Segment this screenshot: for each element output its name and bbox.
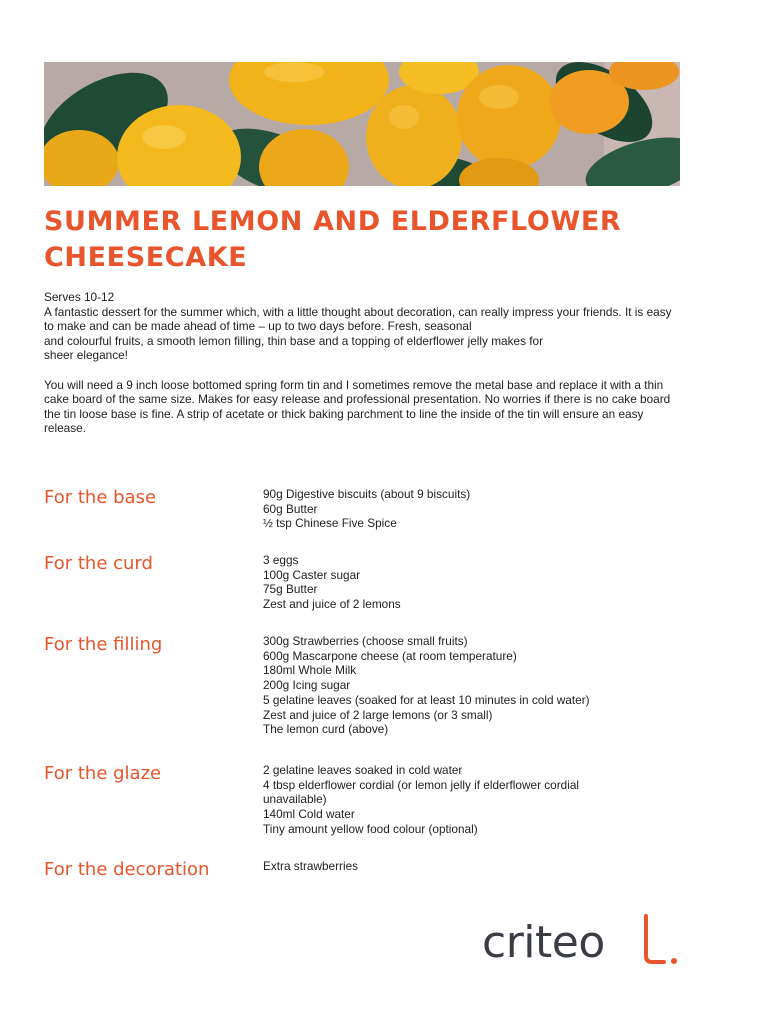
section-heading: For the filling: [44, 634, 163, 655]
ingredient-list: [263, 634, 643, 737]
ingredient-item: Extra strawberries: [263, 859, 359, 873]
ingredient-item: 90g Digestive biscuits (about 9 biscuits): [263, 487, 471, 501]
ingredient-item: 75g Butter: [263, 582, 318, 597]
ingredient-list: [263, 487, 643, 531]
ingredient-item: 140ml Cold water: [263, 807, 355, 822]
criteo-logo: [482, 912, 692, 972]
ingredient-list: [263, 763, 643, 837]
intro-paragraph-2: You will need a 9 inch loose bottomed spring form tin and I sometimes remove the metal base and replace it with a thin cake board of the same size. Makes for easy release and professional presentation. No worries if there is no cake board the tin loose base is fine. A strip of acetate or thick baking parchment to line the inside of the tin will ensure an easy release.: [44, 377, 671, 436]
ingredient-item: Tiny amount yellow food colour (optional): [263, 821, 478, 836]
ingredient-item: Zest and juice of 2 large lemons (or 3 small): [263, 707, 493, 722]
ingredient-item: 300g Strawberries (choose small fruits): [263, 634, 468, 648]
section-heading: For the decoration: [44, 859, 210, 880]
ingredient-item: 2 gelatine leaves soaked in cold water: [263, 763, 463, 777]
section-heading: For the glaze: [44, 763, 162, 784]
ingredient-item: 5 gelatine leaves (soaked for at least 10 minutes in cold water): [263, 692, 590, 707]
ingredient-list: [263, 553, 643, 612]
logo-wordmark: criteo: [482, 917, 605, 968]
section-heading: For the curd: [44, 553, 153, 574]
ingredient-item: 60g Butter: [263, 501, 318, 516]
ingredient-item: The lemon curd (above): [263, 722, 389, 737]
ingredient-item: ½ tsp Chinese Five Spice: [263, 516, 397, 531]
serves-text: Serves 10-12: [44, 290, 115, 304]
section-heading: For the base: [44, 487, 157, 508]
ingredient-item: Zest and juice of 2 lemons: [263, 597, 401, 612]
ingredient-item: 180ml Whole Milk: [263, 663, 357, 678]
ingredient-list: [263, 859, 643, 874]
ingredient-item: 4 tbsp elderflower cordial (or lemon jelly if elderflower cordial unavailable): [263, 777, 580, 807]
recipe-title: SUMMER LEMON AND ELDERFLOWER CHEESECAKE: [44, 206, 622, 273]
ingredient-item: 200g Icing sugar: [263, 678, 351, 693]
hero-lemons-image: [44, 62, 680, 186]
intro-paragraph-1: A fantastic dessert for the summer which, with a little thought about decoration, can really impress your friends. It is easy to make and can be made ahead of time – up to two days before. Fresh, seasonal and colourful fruits, a smooth lemon filling, thin base and a topping of elderflower jelly makes for sheer elegance!: [44, 304, 672, 363]
ingredient-item: 100g Caster sugar: [263, 567, 361, 582]
recipe-intro: [44, 290, 684, 451]
ingredient-item: 3 eggs: [263, 553, 299, 567]
ingredient-item: 600g Mascarpone cheese (at room temperature): [263, 648, 517, 663]
logo-mark-icon: [642, 912, 682, 968]
